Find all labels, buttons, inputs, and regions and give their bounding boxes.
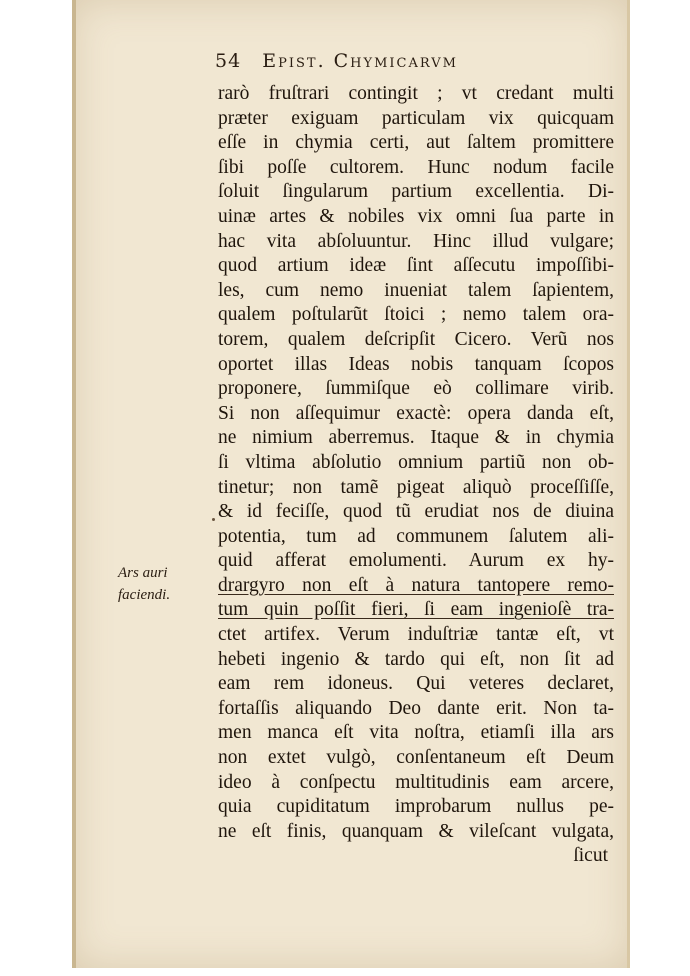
text-line: eam rem idoneus. Qui veteres declaret, xyxy=(218,673,614,695)
text-line: non extet vulgò, conſentaneum eſt Deum xyxy=(218,747,614,769)
text-line-underlined: drargyro non eſt à natura tantopere remo- xyxy=(218,574,614,596)
margin-note-line: faciendi. xyxy=(118,587,171,603)
text-line: ſoluit ſingularum partium excellentia. Di- xyxy=(218,181,614,203)
text-line: rarò fruſtrari contingit ; vt credant multi xyxy=(218,83,614,104)
page-number: 54 xyxy=(215,50,242,72)
text-line: ſi vltima abſolutio omnium partiũ non ob- xyxy=(218,451,614,473)
margin-note-line: Ars auri xyxy=(118,565,168,581)
text-line: uinæ artes & nobiles vix omni ſua parte in xyxy=(218,205,614,227)
text-line: eſſe in chymia certi, aut ſaltem promittere xyxy=(218,132,614,154)
text-line: præter exiguam particulam vix quicquam xyxy=(218,107,614,129)
margin-note xyxy=(118,562,208,606)
body-text xyxy=(218,82,614,869)
text-line: qualem poſtularũt ſtoici ; nemo talem ora- xyxy=(218,304,614,326)
text-line: & id feciſſe, quod tũ erudiat nos de diuina xyxy=(218,501,614,523)
text-line-underlined: tum quin poſſit fieri, ſi eam ingenioſè tra- xyxy=(218,599,614,621)
text-line: hac vita abſoluuntur. Hinc illud vulgare; xyxy=(218,230,614,252)
text-line: ne nimium aberremus. Itaque & in chymia xyxy=(218,427,614,449)
text-line: ſibi poſſe cultorem. Hunc nodum facile xyxy=(218,156,614,178)
text-line: Si non aſſequimur exactè: opera danda eſt, xyxy=(218,402,614,424)
text-line: potentia, tum ad communem ſalutem ali- xyxy=(218,525,614,547)
running-title: Epist. Chymicarvm xyxy=(262,50,458,72)
page-gutter xyxy=(72,0,76,968)
text-line: quid afferat emolumenti. Aurum ex hy- xyxy=(218,550,614,572)
text-line: quod artium ideæ ſint aſſecutu impoſſibi- xyxy=(218,255,614,277)
ink-speck xyxy=(212,518,215,521)
text-line: les, cum nemo inueniat talem ſapientem, xyxy=(218,279,614,301)
text-line: ideo à conſpectu multitudinis eam arcere, xyxy=(218,771,614,793)
text-line: ctet artifex. Verum induſtriæ tantæ eſt, vt xyxy=(218,624,614,646)
text-line: tinetur; non tamẽ pigeat aliquò proceſſiſſe, xyxy=(218,476,614,498)
text-line: torem, qualem deſcripſit Cicero. Verũ nos xyxy=(218,328,614,350)
running-header xyxy=(215,50,458,72)
text-line: oportet illas Ideas nobis tanquam ſcopos xyxy=(218,353,614,375)
text-line: proponere, ſummiſque eò collimare virib. xyxy=(218,378,614,400)
text-line: quia cupiditatum improbarum nullus pe- xyxy=(218,796,614,818)
catchword: ſicut xyxy=(573,845,608,867)
page-edge xyxy=(627,0,630,968)
text-line: hebeti ingenio & tardo qui eſt, non ſit ad xyxy=(218,648,614,670)
text-line: fortaſſis aliquando Deo dante erit. Non ta- xyxy=(218,697,614,719)
text-line: men manca eſt vita noſtra, etiamſi illa ars xyxy=(218,722,614,744)
text-line: ne eſt finis, quanquam & vileſcant vulgata, xyxy=(218,820,614,842)
